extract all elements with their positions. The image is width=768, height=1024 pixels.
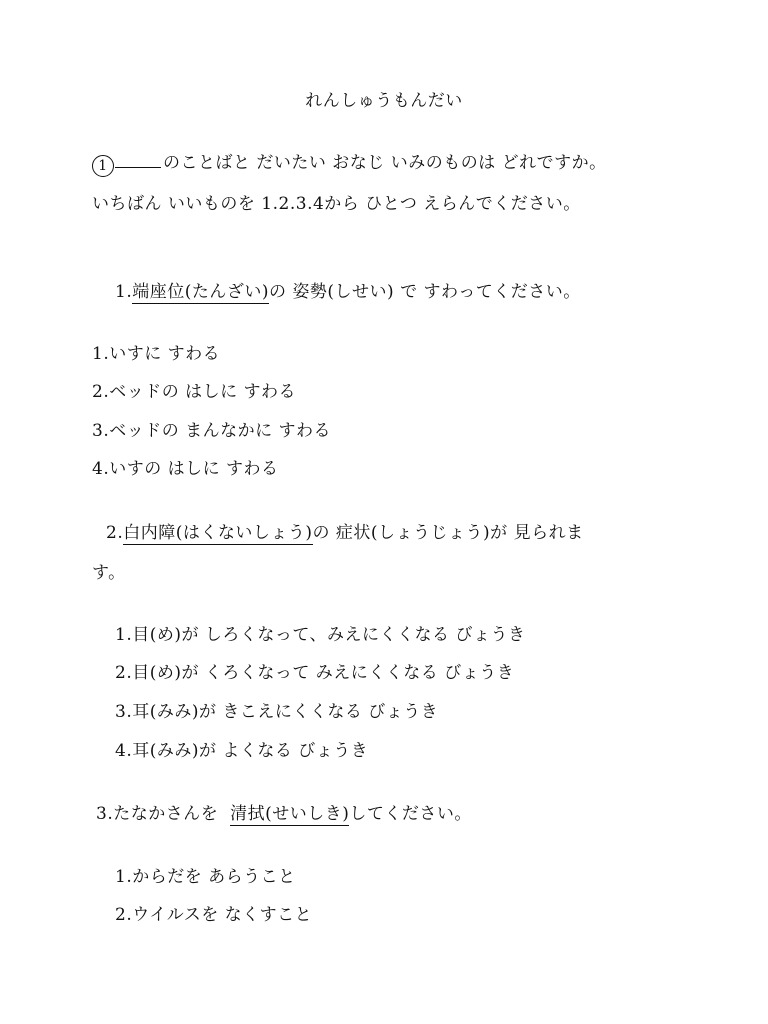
- question-prefix: たなかさんを: [113, 804, 225, 824]
- question-3-option-2: 2.ウイルスを なくすこと: [115, 905, 313, 925]
- instruction-text-1: のことばと だいたい おなじ いみのものは どれですか。: [163, 153, 607, 173]
- answer-blank: [115, 153, 161, 168]
- question-1-option-3: 3.ベッドの まんなかに すわる: [92, 421, 332, 441]
- question-2-option-1: 1.目(め)が しろくなって、みえにくくなる びょうき: [115, 625, 526, 645]
- instruction-line-1: [92, 152, 607, 177]
- question-number: 3.: [96, 804, 114, 824]
- question-number: 1.: [115, 282, 133, 302]
- question-2-continuation: す。: [92, 563, 126, 583]
- underlined-term: 白内障(はくないしょう): [123, 523, 313, 543]
- question-1-option-2: 2.ベッドの はしに すわる: [92, 382, 297, 402]
- question-2-option-2: 2.目(め)が くろくなって みえにくくなる びょうき: [115, 663, 515, 683]
- question-1-option-1: 1.いすに すわる: [92, 344, 221, 364]
- question-1-option-4: 4.いすの はしに すわる: [92, 459, 279, 479]
- circled-number-icon: 1: [92, 155, 114, 177]
- question-text: の 症状(しょうじょう)が 見られま: [312, 523, 584, 543]
- question-2-option-4: 4.耳(みみ)が よくなる びょうき: [115, 741, 369, 761]
- underlined-term: 清拭(せいしき): [230, 804, 350, 824]
- question-2-option-3: 3.耳(みみ)が きこえにくくなる びょうき: [115, 702, 439, 722]
- question-text: の 姿勢(しせい) で すわってください。: [269, 282, 581, 302]
- question-number: 2.: [106, 523, 124, 543]
- question-1: [115, 281, 581, 303]
- question-2: [106, 522, 584, 544]
- question-3: [96, 803, 472, 825]
- worksheet-title: れんしゅうもんだい: [305, 91, 463, 111]
- question-3-option-1: 1.からだを あらうこと: [115, 867, 296, 887]
- instruction-line-2: いちばん いいものを 1.2.3.4から ひとつ えらんでください。: [92, 194, 581, 214]
- question-text: してください。: [349, 804, 472, 824]
- underlined-term: 端座位(たんざい): [132, 282, 269, 302]
